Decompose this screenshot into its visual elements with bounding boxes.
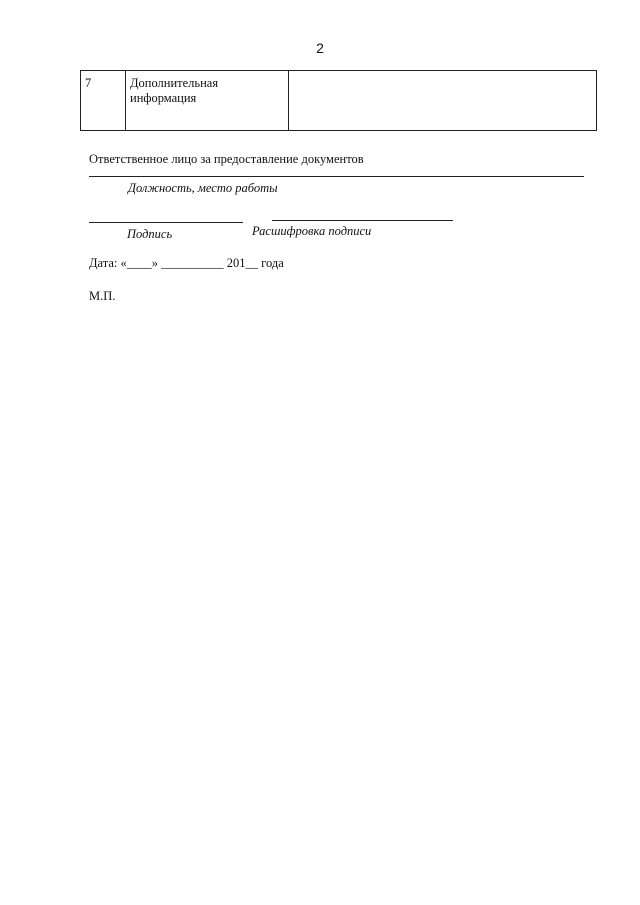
position-fill-line: [89, 176, 584, 177]
row-value-cell: [289, 71, 597, 131]
row-number-cell: 7: [81, 71, 126, 131]
row-label-line-1: Дополнительная: [130, 76, 219, 90]
table-row: [81, 71, 597, 131]
stamp-place-label: М.П.: [89, 289, 116, 303]
signature-transcript-fill-line: [272, 220, 453, 221]
page-number: 2: [316, 40, 324, 56]
signature-fill-line: [89, 222, 243, 223]
responsible-person-label: Ответственное лицо за предоставление документов: [89, 152, 364, 166]
signature-transcript-caption: Расшифровка подписи: [252, 224, 372, 238]
row-label-line-2: информация: [130, 91, 197, 105]
signature-caption: Подпись: [127, 227, 173, 241]
date-line: Дата: «____» __________ 201__ года: [89, 256, 284, 270]
info-table: [80, 70, 597, 131]
position-caption: Должность, место работы: [128, 181, 278, 195]
row-label-cell: [126, 71, 289, 131]
